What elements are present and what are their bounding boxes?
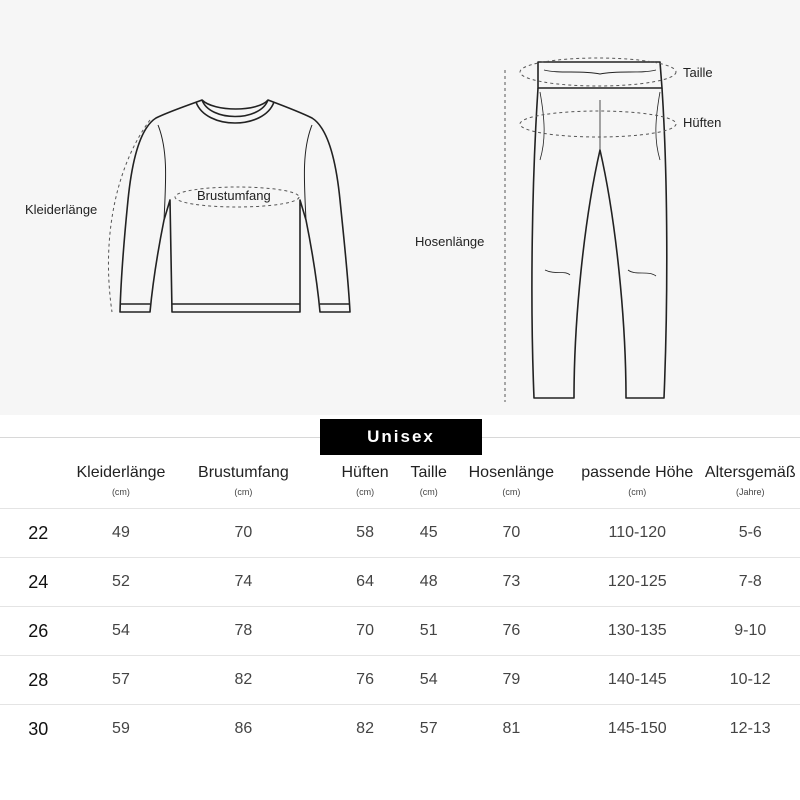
unisex-badge: Unisex bbox=[320, 419, 482, 455]
table-cell: 7-8 bbox=[701, 558, 800, 607]
pants-measure-guides bbox=[505, 58, 676, 402]
header-size bbox=[0, 460, 76, 509]
table-cell: 5-6 bbox=[701, 509, 800, 558]
header-hips: Hüften (cm) bbox=[341, 464, 389, 497]
table-cell: 51 bbox=[409, 607, 449, 656]
table-cell: 110-120 bbox=[574, 509, 700, 558]
sweater-drawing bbox=[120, 100, 350, 312]
table-cell: 82 bbox=[165, 656, 321, 705]
table-cell: 70 bbox=[449, 509, 574, 558]
table-cell: 78 bbox=[165, 607, 321, 656]
header-shirt-length: Kleiderlänge (cm) bbox=[76, 464, 166, 497]
size-cell: 24 bbox=[0, 558, 76, 607]
table-row bbox=[0, 705, 800, 754]
table-row bbox=[0, 558, 800, 607]
hips-label: Hüften bbox=[683, 115, 722, 130]
header-height: passende Höhe (cm) bbox=[581, 464, 694, 497]
table-row bbox=[0, 509, 800, 558]
header-waist: Taille (cm) bbox=[410, 464, 447, 497]
table-cell: 59 bbox=[76, 705, 165, 754]
table-cell: 10-12 bbox=[701, 656, 800, 705]
size-cell: 30 bbox=[0, 705, 76, 754]
table-cell: 145-150 bbox=[574, 705, 700, 754]
table-cell: 9-10 bbox=[701, 607, 800, 656]
table-cell: 48 bbox=[409, 558, 449, 607]
table-cell: 54 bbox=[76, 607, 165, 656]
table-row bbox=[0, 656, 800, 705]
waist-label: Taille bbox=[683, 65, 713, 80]
pants-length-label: Hosenlänge bbox=[415, 234, 485, 249]
header-chest: Brustumfang (cm) bbox=[198, 464, 289, 497]
table-cell: 45 bbox=[409, 509, 449, 558]
table-cell: 52 bbox=[76, 558, 165, 607]
table-cell: 57 bbox=[409, 705, 449, 754]
table-cell: 12-13 bbox=[701, 705, 800, 754]
size-cell: 22 bbox=[0, 509, 76, 558]
pants-drawing bbox=[532, 62, 667, 398]
table-cell: 76 bbox=[321, 656, 408, 705]
shirt-length-label: Kleiderlänge bbox=[25, 202, 98, 217]
table-cell: 140-145 bbox=[574, 656, 700, 705]
header-age: Altersgemäß (Jahre) bbox=[704, 464, 796, 497]
table-cell: 81 bbox=[449, 705, 574, 754]
table-cell: 73 bbox=[449, 558, 574, 607]
table-cell: 120-125 bbox=[574, 558, 700, 607]
table-cell: 79 bbox=[449, 656, 574, 705]
table-cell: 49 bbox=[76, 509, 165, 558]
table-cell: 54 bbox=[409, 656, 449, 705]
table-cell: 82 bbox=[321, 705, 408, 754]
table-cell: 86 bbox=[165, 705, 321, 754]
size-cell: 26 bbox=[0, 607, 76, 656]
table-row bbox=[0, 607, 800, 656]
header-pants-length: Hosenlänge (cm) bbox=[468, 464, 555, 497]
table-cell: 74 bbox=[165, 558, 321, 607]
table-cell: 70 bbox=[321, 607, 408, 656]
table-cell: 76 bbox=[449, 607, 574, 656]
table-cell: 130-135 bbox=[574, 607, 700, 656]
size-cell: 28 bbox=[0, 656, 76, 705]
size-table bbox=[0, 460, 800, 753]
table-cell: 57 bbox=[76, 656, 165, 705]
chest-label: Brustumfang bbox=[197, 188, 271, 203]
table-cell: 70 bbox=[165, 509, 321, 558]
table-cell: 64 bbox=[321, 558, 408, 607]
table-header-row bbox=[0, 460, 800, 509]
table-cell: 58 bbox=[321, 509, 408, 558]
